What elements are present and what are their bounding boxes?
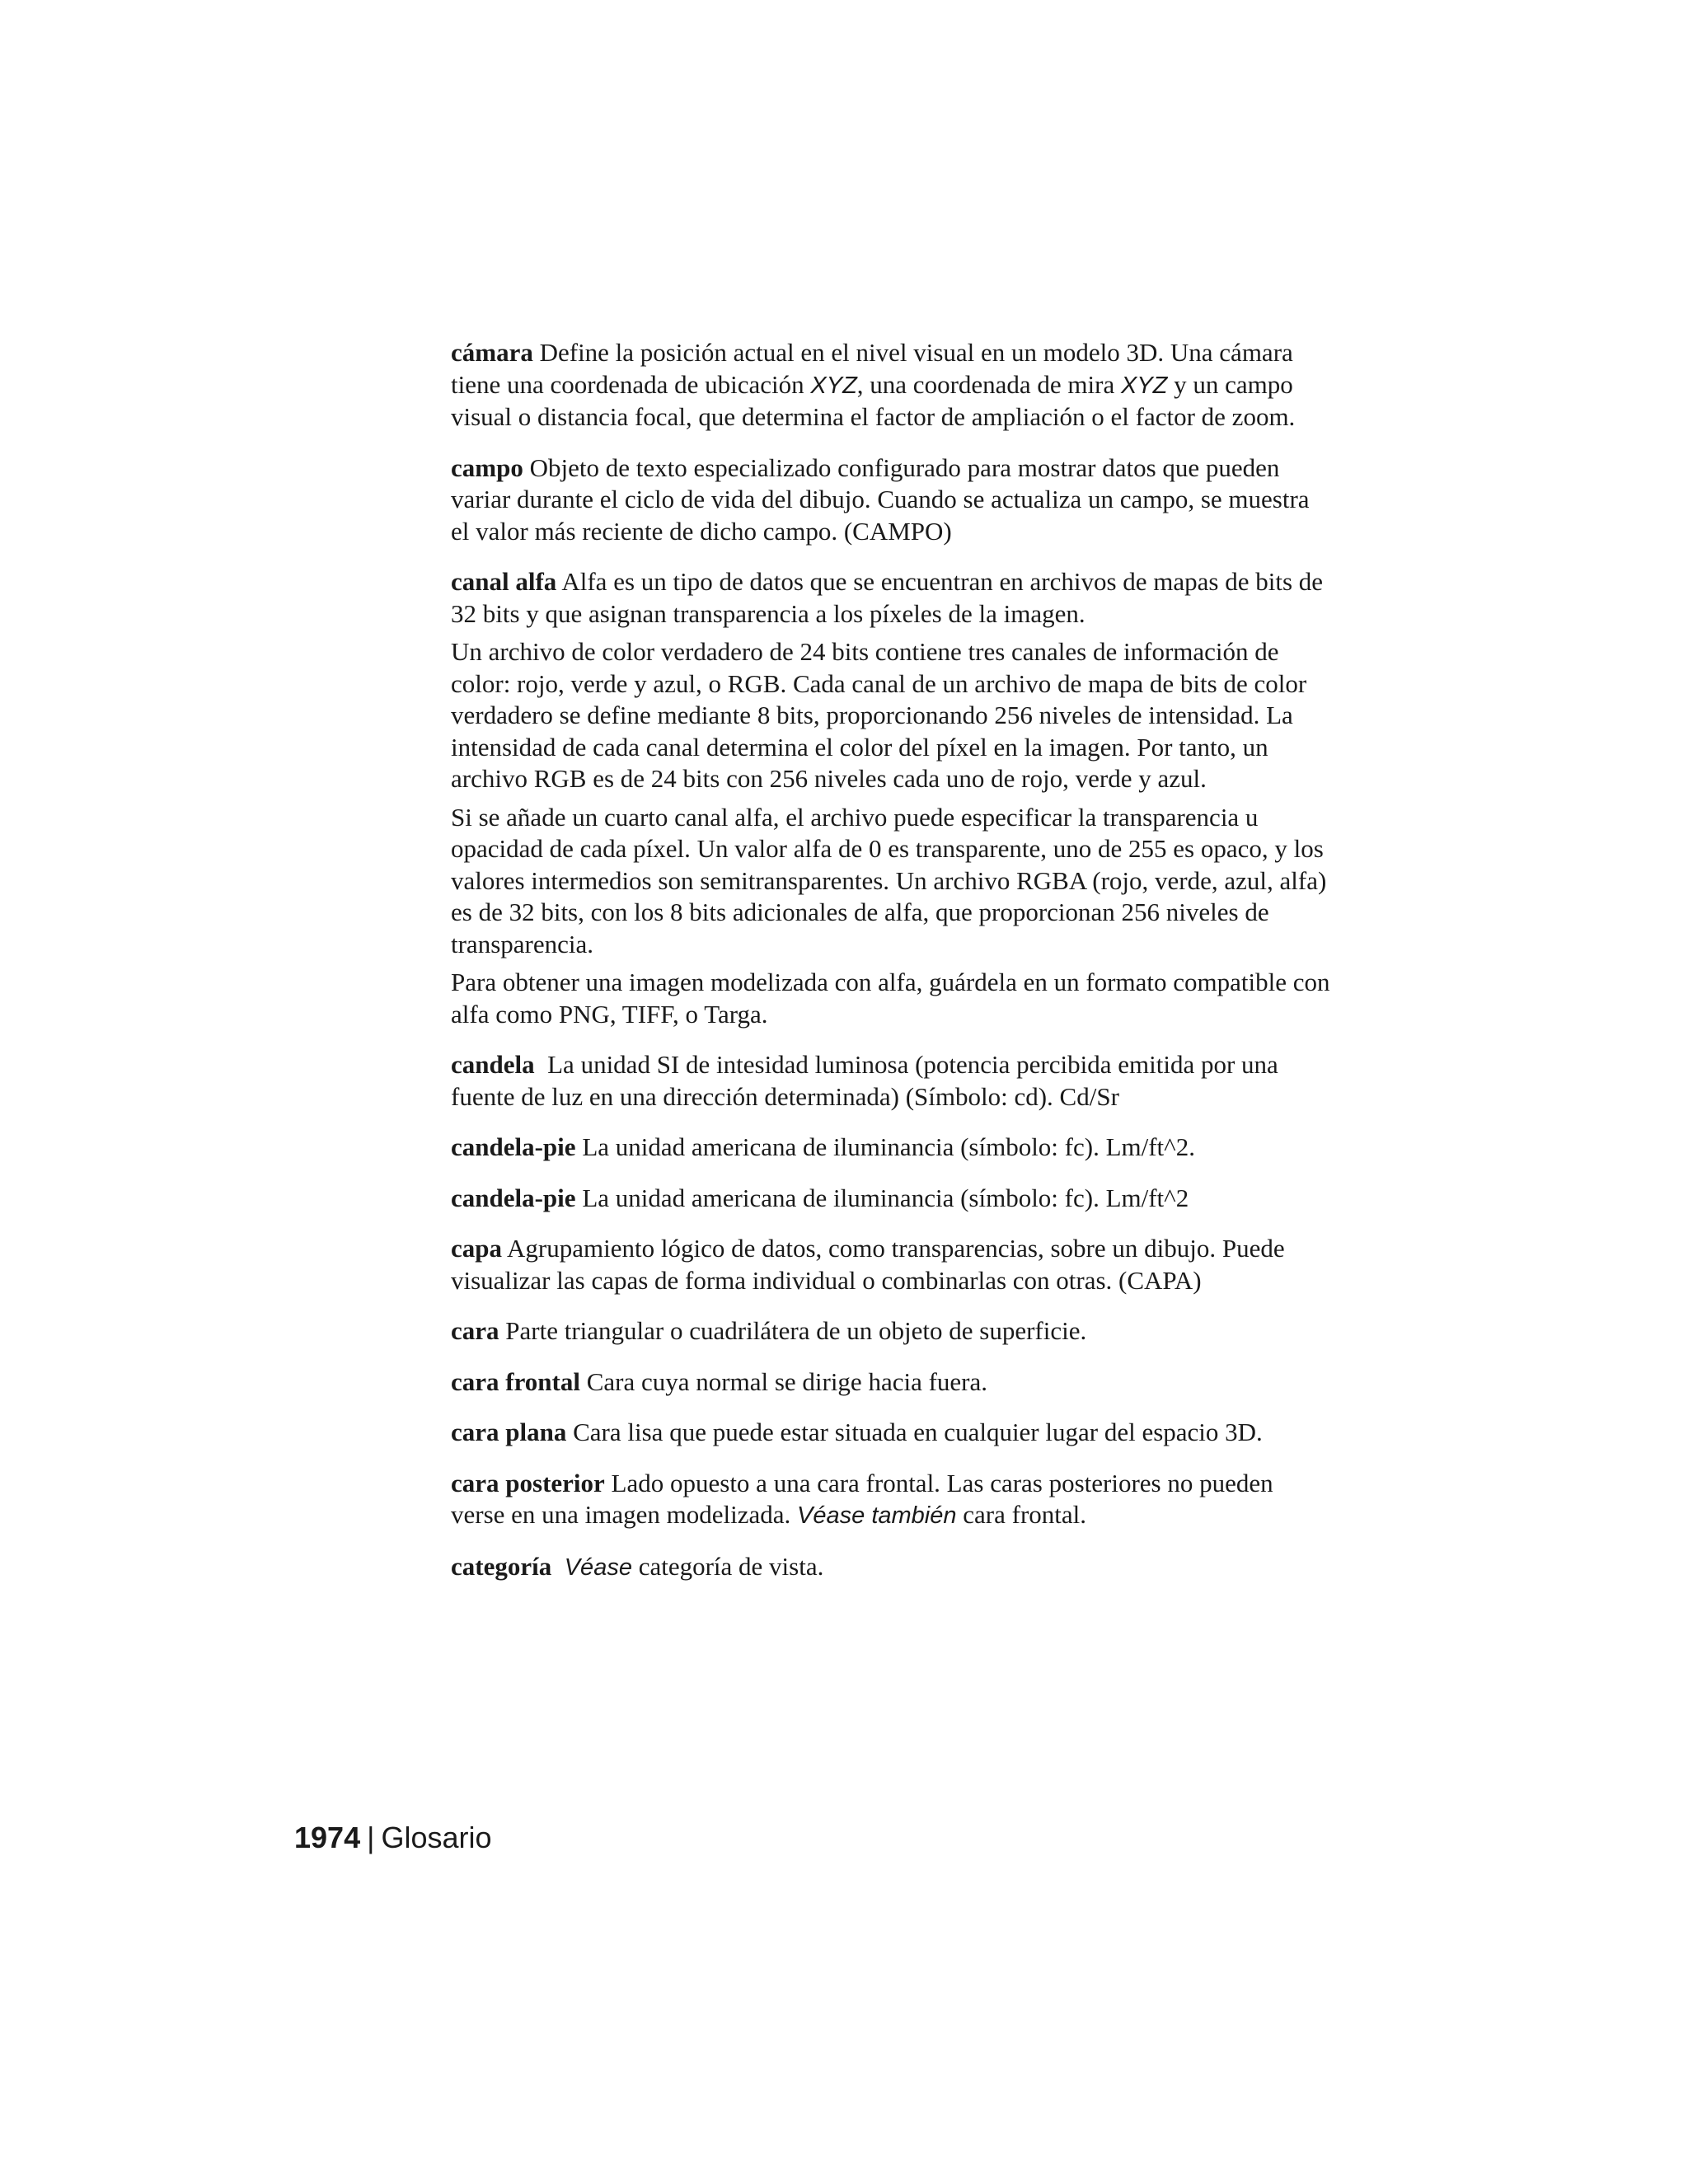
see-label: Véase	[564, 1554, 632, 1581]
entry-text: Alfa es un tipo de datos que se encuentran en archivos de mapas de bits de 32 bits y que asignan transparencia a los píxeles de la imagen.	[451, 567, 1324, 628]
glossary-entry-canal-alfa	[451, 566, 1333, 1030]
glossary-entry-candela-pie	[451, 1132, 1333, 1164]
glossary-entry-capa	[451, 1233, 1333, 1296]
entry-paragraph	[451, 1183, 1333, 1215]
entry-text: La unidad americana de iluminancia (símbolo: fc). Lm/ft^2	[582, 1183, 1189, 1212]
section-title: Glosario	[381, 1821, 492, 1854]
glossary-entry-cara-frontal	[451, 1366, 1333, 1399]
entry-paragraph	[451, 1233, 1333, 1296]
entry-text: Lado opuesto a una cara frontal. Las caras posteriores no pueden verse en una imagen modelizada.	[451, 1468, 1273, 1529]
entry-term: campo	[451, 452, 523, 482]
entry-term: cara plana	[451, 1418, 567, 1446]
entry-term: cara frontal	[451, 1366, 580, 1396]
glossary-entry-cara-plana	[451, 1417, 1333, 1449]
entry-text: Cara lisa que puede estar situada en cualquier lugar del espacio 3D.	[573, 1418, 1263, 1446]
glossary-entry-campo	[451, 452, 1333, 548]
entry-term: categoría	[451, 1551, 552, 1581]
entry-text: Define la posición actual en el nivel visual en un modelo 3D. Una cámara tiene una coordenada de ubicación	[451, 338, 1293, 399]
entry-text: Cara cuya normal se dirige hacia fuera.	[586, 1366, 988, 1396]
entry-text: La unidad SI de intesidad luminosa (potencia percibida emitida por una fuente de luz en una dirección determinada) (Símbolo: cd). Cd/Sr	[451, 1050, 1278, 1111]
entry-text: y un campo visual o distancia focal, que determina el factor de ampliación o el factor de zoom.	[451, 369, 1296, 431]
entry-text: La unidad americana de iluminancia (símbolo: fc). Lm/ft^2.	[582, 1132, 1195, 1161]
entry-paragraph	[451, 1417, 1333, 1449]
glossary-entry-camara	[451, 337, 1333, 434]
entry-text: Objeto de texto especializado configurado para mostrar datos que pueden variar durante el ciclo de vida del dibujo. Cuando se actualiza un campo, se muestra el valor más reciente de dicho campo. (CAMPO)	[451, 452, 1310, 546]
entry-paragraph	[451, 337, 1333, 434]
entry-paragraph	[451, 1132, 1333, 1164]
page-footer	[294, 1820, 492, 1856]
entry-paragraph	[451, 452, 1333, 548]
entry-term: cara posterior	[451, 1468, 605, 1497]
entry-emphasis: XYZ	[810, 372, 857, 399]
entry-text: Parte triangular o cuadrilátera de un objeto de superficie.	[505, 1316, 1087, 1345]
glossary-entry-candela-pie	[451, 1183, 1333, 1215]
entry-term: candela-pie	[451, 1183, 576, 1212]
entry-text: Agrupamiento lógico de datos, como transparencias, sobre un dibujo. Puede visualizar las capas de forma individual o combinarlas con otras. (CAPA)	[451, 1234, 1285, 1295]
entry-term: candela-pie	[451, 1132, 576, 1161]
cross-reference: cara frontal.	[963, 1500, 1086, 1529]
entry-emphasis: XYZ	[1120, 372, 1168, 399]
entry-paragraph: Si se añade un cuarto canal alfa, el archivo puede especificar la transparencia u opacidad de cada píxel. Un valor alfa de 0 es transparente, uno de 255 es opaco, y los valores intermedios son semitransparentes. Un archivo RGBA (rojo, verde, azul, alfa) es de 32 bits, con los 8 bits adicionales de alfa, que proporcionan 256 niveles de transparencia.	[451, 802, 1327, 958]
entry-term: candela	[451, 1050, 535, 1079]
glossary-entry-cara	[451, 1315, 1333, 1347]
see-also-label: Véase también	[797, 1502, 957, 1529]
entry-term: cara	[451, 1316, 499, 1345]
glossary-list	[451, 337, 1333, 1602]
footer-separator: |	[367, 1821, 375, 1854]
glossary-entry-categoria	[451, 1551, 1333, 1584]
entry-paragraph	[451, 1049, 1333, 1113]
entry-term: capa	[451, 1234, 502, 1263]
entry-term: canal alfa	[451, 567, 557, 596]
glossary-entry-candela	[451, 1049, 1333, 1113]
entry-paragraph	[451, 1366, 1333, 1399]
entry-paragraph: Para obtener una imagen modelizada con alfa, guárdela en un formato compatible con alfa como PNG, TIFF, o Targa.	[451, 968, 1330, 1029]
page-number: 1974	[294, 1821, 361, 1854]
cross-reference: categoría de vista.	[638, 1551, 824, 1581]
entry-paragraph	[451, 1315, 1333, 1347]
entry-paragraph	[451, 1551, 1333, 1584]
glossary-entry-cara-posterior	[451, 1468, 1333, 1532]
entry-term: cámara	[451, 338, 533, 367]
entry-paragraph	[451, 1468, 1333, 1532]
entry-paragraph	[451, 566, 1333, 630]
entry-paragraph: Un archivo de color verdadero de 24 bits contiene tres canales de información de color: rojo, verde y azul, o RGB. Cada canal de un archivo de mapa de bits de color verdadero se define mediante 8 bits, proporcionando 256 niveles de intensidad. La intensidad de cada canal determina el color del píxel en la imagen. Por tanto, un archivo RGB es de 24 bits con 256 niveles cada uno de rojo, verde y azul.	[451, 637, 1307, 793]
entry-text: , una coordenada de mira	[856, 369, 1115, 399]
